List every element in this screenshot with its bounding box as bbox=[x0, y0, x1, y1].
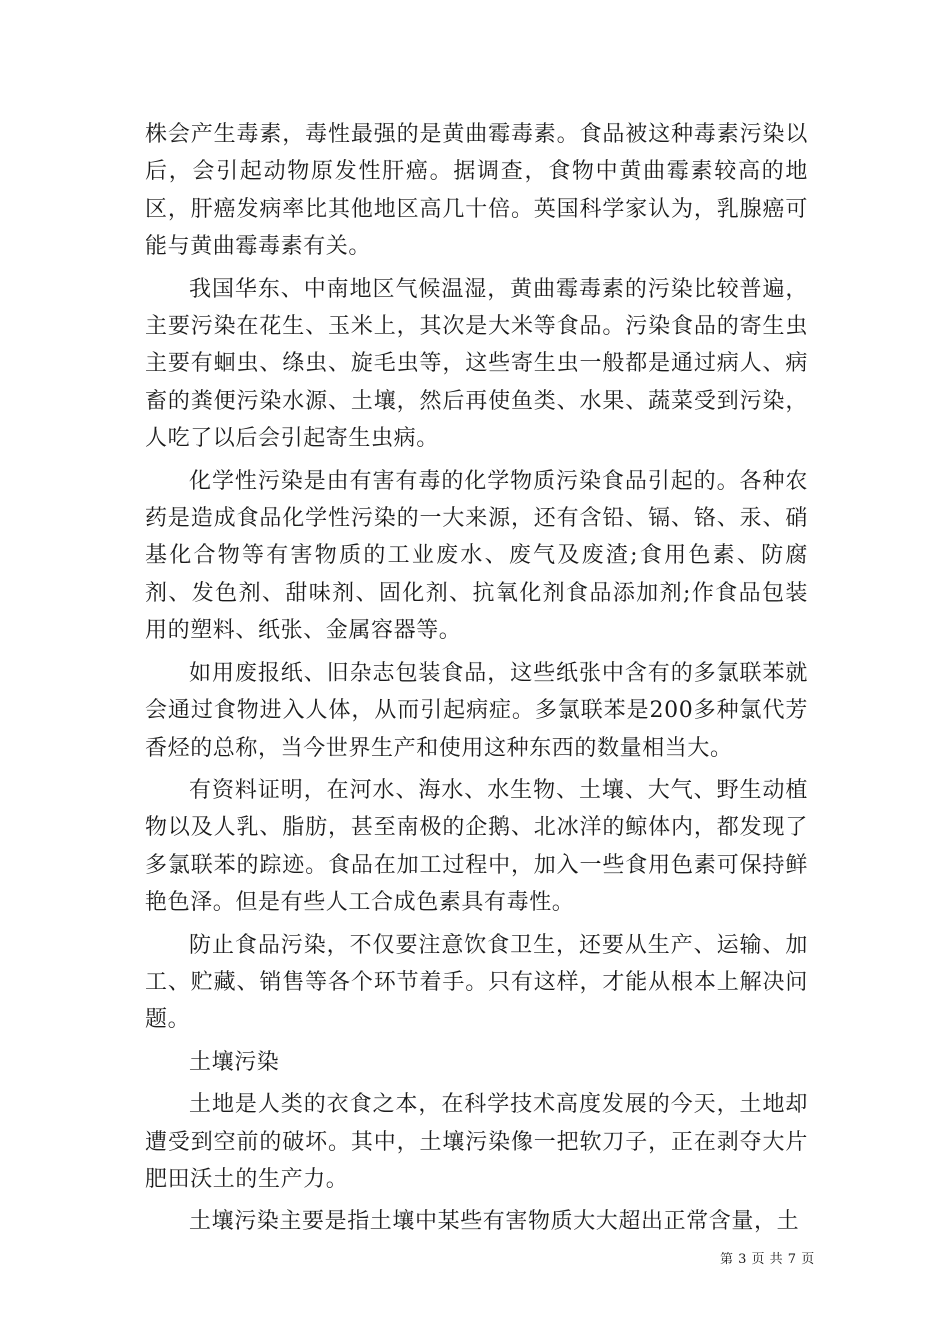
paragraph-continued: 株会产生毒素，毒性最强的是黄曲霉毒素。食品被这种毒素污染以后，会引起动物原发性肝癌。据调查，食物中黄曲霉素较高的地区，肝癌发病率比其他地区高几十倍。英国科学家认为，乳腺癌可能与黄曲霉毒素有关。 bbox=[145, 122, 808, 260]
paragraph: 土地是人类的衣食之本，在科学技术高度发展的今天，土地却遭受到空前的破坏。其中，土壤污染像一把软刀子，正在剥夺大片肥田沃土的生产力。 bbox=[145, 1092, 808, 1192]
section-heading: 土壤污染 bbox=[189, 1049, 280, 1075]
paragraph: 防止食品污染，不仅要注意饮食卫生，还要从生产、运输、加工、贮藏、销售等各个环节着手。只有这样，才能从根本上解决问题。 bbox=[145, 932, 808, 1033]
paragraph: 如用废报纸、旧杂志包装食品，这些纸张中含有的多氯联苯就会通过食物进入人体，从而引起病症。多氯联苯是200多种氯代芳香烃的总称，当今世界生产和使用这种东西的数量相当大。 bbox=[145, 660, 808, 761]
paragraph: 我国华东、中南地区气候温湿，黄曲霉毒素的污染比较普遍，主要污染在花生、玉米上，其次是大米等食品。污染食品的寄生虫主要有蛔虫、绦虫、旋毛虫等，这些寄生虫一般都是通过病人、病畜的粪便污染水源、土壤，然后再使鱼类、水果、蔬菜受到污染，人吃了以后会引起寄生虫病。 bbox=[145, 276, 808, 452]
paragraph: 土壤污染主要是指土壤中某些有害物质大大超出正常含量，土 bbox=[189, 1209, 800, 1235]
page-number: 第 3 页 共 7 页 bbox=[720, 1252, 815, 1267]
paragraph: 化学性污染是由有害有毒的化学物质污染食品引起的。各种农药是造成食品化学性污染的一大来源，还有含铅、镉、铬、汞、硝基化合物等有害物质的工业废水、废气及废渣;食用色素、防腐剂、发色剂、甜味剂、固化剂、抗氧化剂食品添加剂;作食品包装用的塑料、纸张、金属容器等。 bbox=[145, 468, 808, 644]
document-body bbox=[145, 116, 808, 1246]
paragraph: 有资料证明，在河水、海水、水生物、土壤、大气、野生动植物以及人乳、脂肪，甚至南极的企鹅、北冰洋的鲸体内，都发现了多氯联苯的踪迹。食品在加工过程中，加入一些食用色素可保持鲜艳色泽。但是有些人工合成色素具有毒性。 bbox=[145, 777, 808, 916]
